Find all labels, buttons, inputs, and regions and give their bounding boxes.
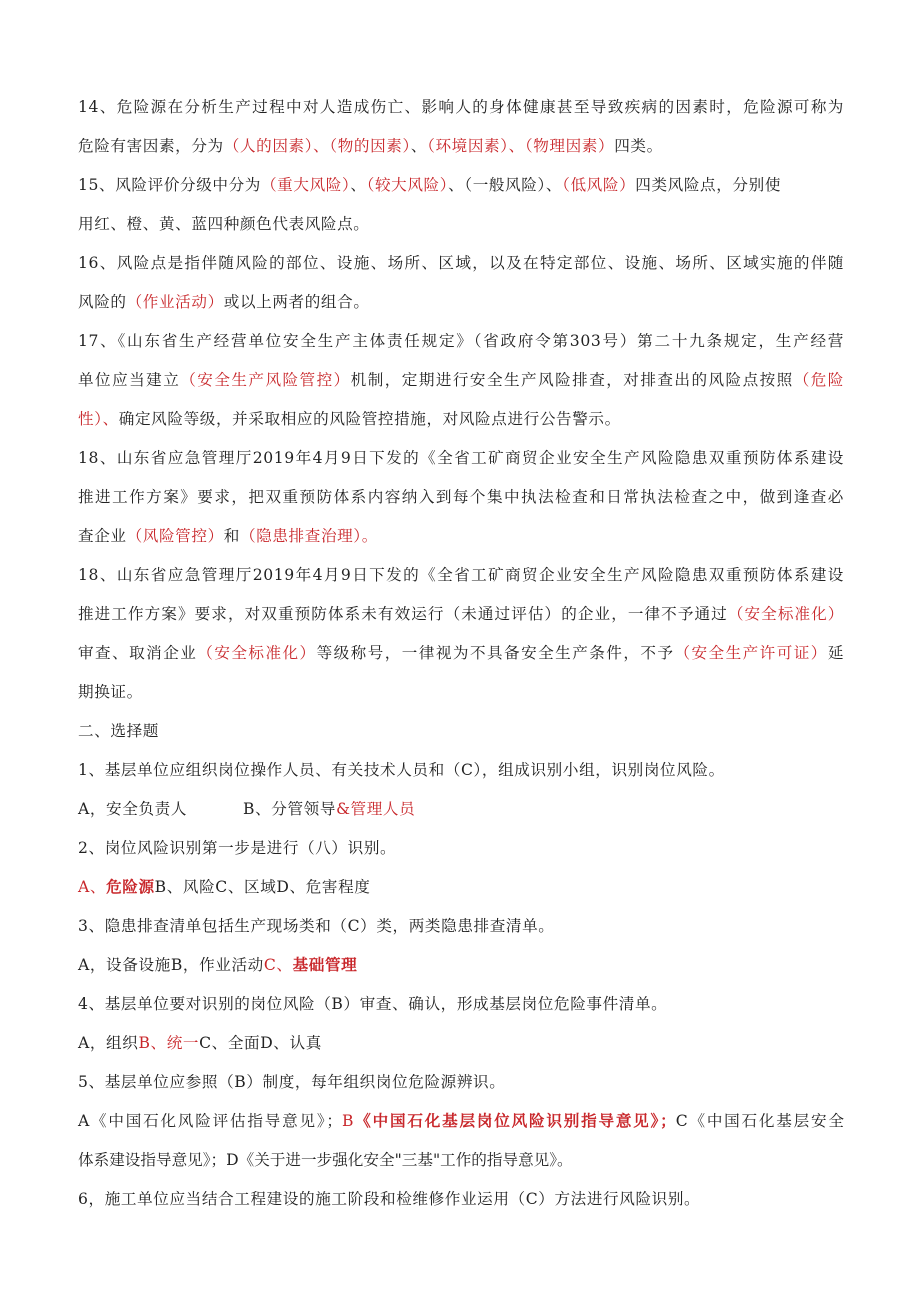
q18a-line-3: 查企业（风险管控）和（隐患排查治理）。: [78, 527, 378, 545]
choice-q5-options-line-1: A《中国石化风险评估指导意见》；B《中国石化基层岗位风险识别指导意见》；C《中国石化基层安全: [78, 1111, 844, 1130]
answer-text: （安全生产风险管控）: [180, 371, 351, 389]
q15-line-1: 15、风险评价分级中分为（重大风险）、（较大风险）、（一般风险）、（低风险）四类风险点，分别使: [78, 176, 782, 194]
q17-line-1: 17、《山东省生产经营单位安全生产主体责任规定》（省政府令第303号）第二十九条规定，生产经营: [78, 332, 844, 350]
choice-q3-stem: 3、隐患排查清单包括生产现场类和（C）类，两类隐患排查清单。: [78, 917, 555, 935]
choice-q4-stem: 4、基层单位要对识别的岗位风险（B）审查、确认，形成基层岗位危险事件清单。: [78, 995, 668, 1013]
q18b-line-1: 18、山东省应急管理厅2019年4月9日下发的《全省工矿商贸企业安全生产风险隐患双重预防体系建设: [78, 566, 844, 584]
choice-q4-options: A，组织B、统一C、全面D、认真: [78, 1034, 322, 1052]
answer-text: &管理人员: [336, 800, 416, 818]
q14-line-2: 危险有害因素，分为（人的因素）、（物的因素）、（环境因素）、（物理因素）四类。: [78, 137, 663, 155]
q18b-line-2: 推进工作方案》要求，对双重预防体系未有效运行（未通过评估）的企业，一律不予通过（安全标准化）: [78, 605, 844, 623]
q18a-line-1: 18、山东省应急管理厅2019年4月9日下发的《全省工矿商贸企业安全生产风险隐患双重预防体系建设: [78, 449, 844, 467]
choice-q5-stem: 5、基层单位应参照（B）制度，每年组织岗位危险源辨识。: [78, 1073, 506, 1091]
q18a-line-2: 推进工作方案》要求，把双重预防体系内容纳入到每个集中执法检查和日常执法检查之中，做到逢查必: [78, 488, 844, 506]
choice-q1-options: A，安全负责人 B、分管领导&管理人员: [78, 800, 416, 818]
choice-q3-options: A，设备设施B，作业活动C、基础管理: [78, 955, 358, 974]
answer-text: 《中国石化基层岗位风险识别指导意见》；: [353, 1111, 676, 1130]
choice-q6-stem: 6，施工单位应当结合工程建设的施工阶段和检维修作业运用（C）方法进行风险识别。: [78, 1190, 701, 1208]
answer-text: （危险: [793, 371, 844, 389]
choice-q2-options: A、危险源B、风险C、区域D、危害程度: [78, 877, 371, 896]
q16-line-1: 16、风险点是指伴随风险的部位、设施、场所、区域，以及在特定部位、设施、场所、区域实施的伴随: [78, 254, 844, 272]
q17-line-3: 性）、确定风险等级，并采取相应的风险管控措施，对风险点进行公告警示。: [78, 410, 621, 428]
answer-text: （风险管控）: [126, 527, 224, 545]
answer-text: 性）、: [78, 410, 119, 428]
answer-text: （安全生产许可证）: [674, 644, 828, 662]
answer-text: （人的因素）、（物的因素）: [223, 137, 411, 155]
answer-text: （作业活动）: [126, 293, 224, 311]
q16-line-2: 风险的（作业活动）或以上两者的组合。: [78, 293, 370, 311]
answer-text: （安全标准化）: [727, 605, 844, 623]
choice-q2-stem: 2、岗位风险识别第一步是进行（八）识别。: [78, 839, 397, 857]
answer-text: （安全标准化）: [197, 644, 317, 662]
q14-line-1: 14、危险源在分析生产过程中对人造成伤亡、影响人的身体健康甚至导致疾病的因素时，危险源可称为: [78, 98, 844, 116]
answer-text: B、统一: [138, 1034, 200, 1052]
q17-line-2: 单位应当建立（安全生产风险管控）机制，定期进行安全生产风险排查，对排查出的风险点按照（危险: [78, 371, 844, 389]
answer-text: 基础管理: [292, 955, 358, 974]
choice-q5-options-line-2: 体系建设指导意见》；D《关于进一步强化安全"三基"工作的指导意见》。: [78, 1151, 573, 1169]
answer-text: （隐患排查治理）。: [239, 527, 378, 545]
answer-text: 危险源: [106, 877, 155, 896]
answer-text: （低风险）: [562, 176, 636, 194]
q18b-line-4: 期换证。: [78, 683, 143, 701]
choice-q1-stem: 1、基层单位应组织岗位操作人员、有关技术人员和（C），组成识别小组，识别岗位风险。: [78, 761, 725, 779]
answer-text: （较大风险）: [366, 176, 449, 194]
q18b-line-3: 审查、取消企业（安全标准化）等级称号，一律视为不具备安全生产条件，不予（安全生产许可证）延: [78, 644, 845, 662]
answer-text: （重大风险）: [260, 176, 351, 194]
section-title: 二、选择题: [78, 722, 159, 740]
q15-line-2: 用红、橙、黄、蓝四种颜色代表风险点。: [78, 215, 370, 233]
answer-text: （环境因素）、（物理因素）: [427, 137, 615, 155]
